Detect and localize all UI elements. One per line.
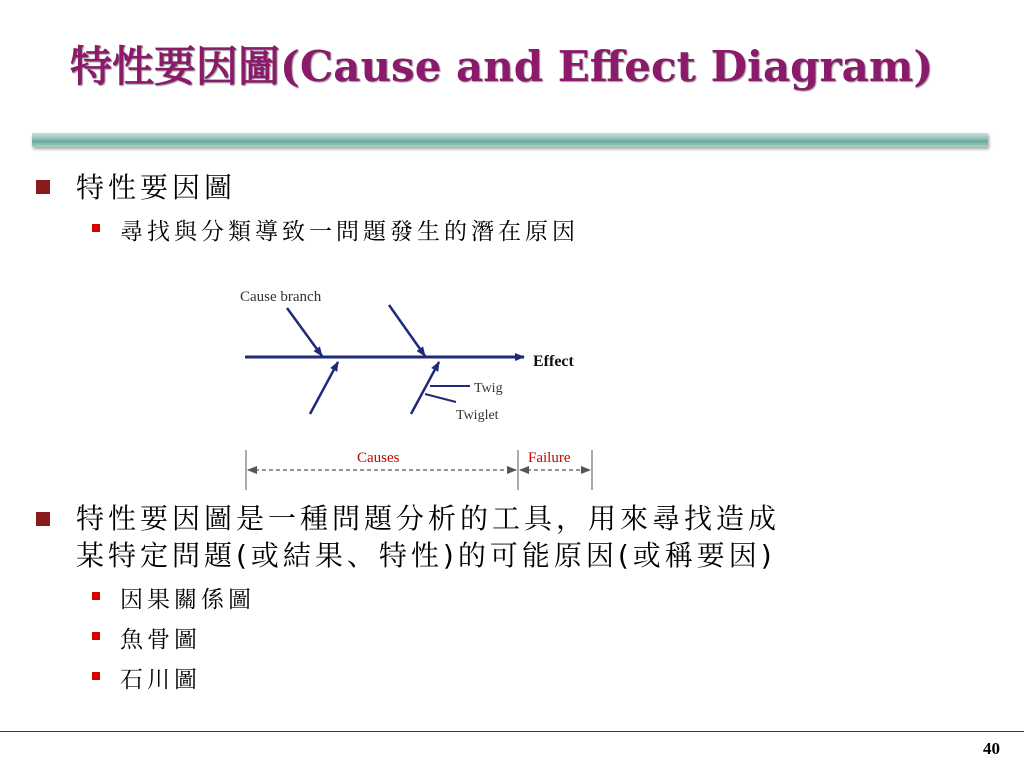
failure-label: Failure [528,450,571,466]
page-number: 40 [983,739,1000,758]
sub-bullet-marker [92,672,100,680]
upper-branch-line [389,305,425,356]
footer-divider [0,731,1024,732]
title-divider [32,133,988,147]
sub-bullet-marker [92,224,100,232]
sub-bullet-text: 因果關係圖 [120,587,255,613]
twiglet-line [425,394,456,402]
bullet-text: 特性要因圖 [76,171,237,204]
bullet-marker [36,512,50,526]
sub-bullet-text: 石川圖 [120,667,201,693]
sub-bullet-marker [92,632,100,640]
sub-bullet-text: 尋找與分類導致一問題發生的潛在原因 [120,219,579,245]
lower-branch-line [310,362,338,414]
sub-bullet-marker [92,592,100,600]
upper-branch-line [287,308,322,356]
twig-label: Twig [474,381,503,396]
effect-label: Effect [533,353,574,370]
lower-branch-line [411,362,439,414]
causes-label: Causes [357,450,400,466]
twiglet-label: Twiglet [456,408,499,423]
slide-title: 特性要因圖(Cause and Effect Diagram) [70,42,934,91]
cause-branch-label: Cause branch [240,289,322,305]
bullet-text-line-2: 某特定問題(或結果、特性)的可能原因(或稱要因) [76,539,776,572]
bullet-text-line-1: 特性要因圖是一種問題分析的工具，用來尋找造成 [76,502,781,535]
bullet-marker [36,180,50,194]
sub-bullet-text: 魚骨圖 [120,627,201,653]
